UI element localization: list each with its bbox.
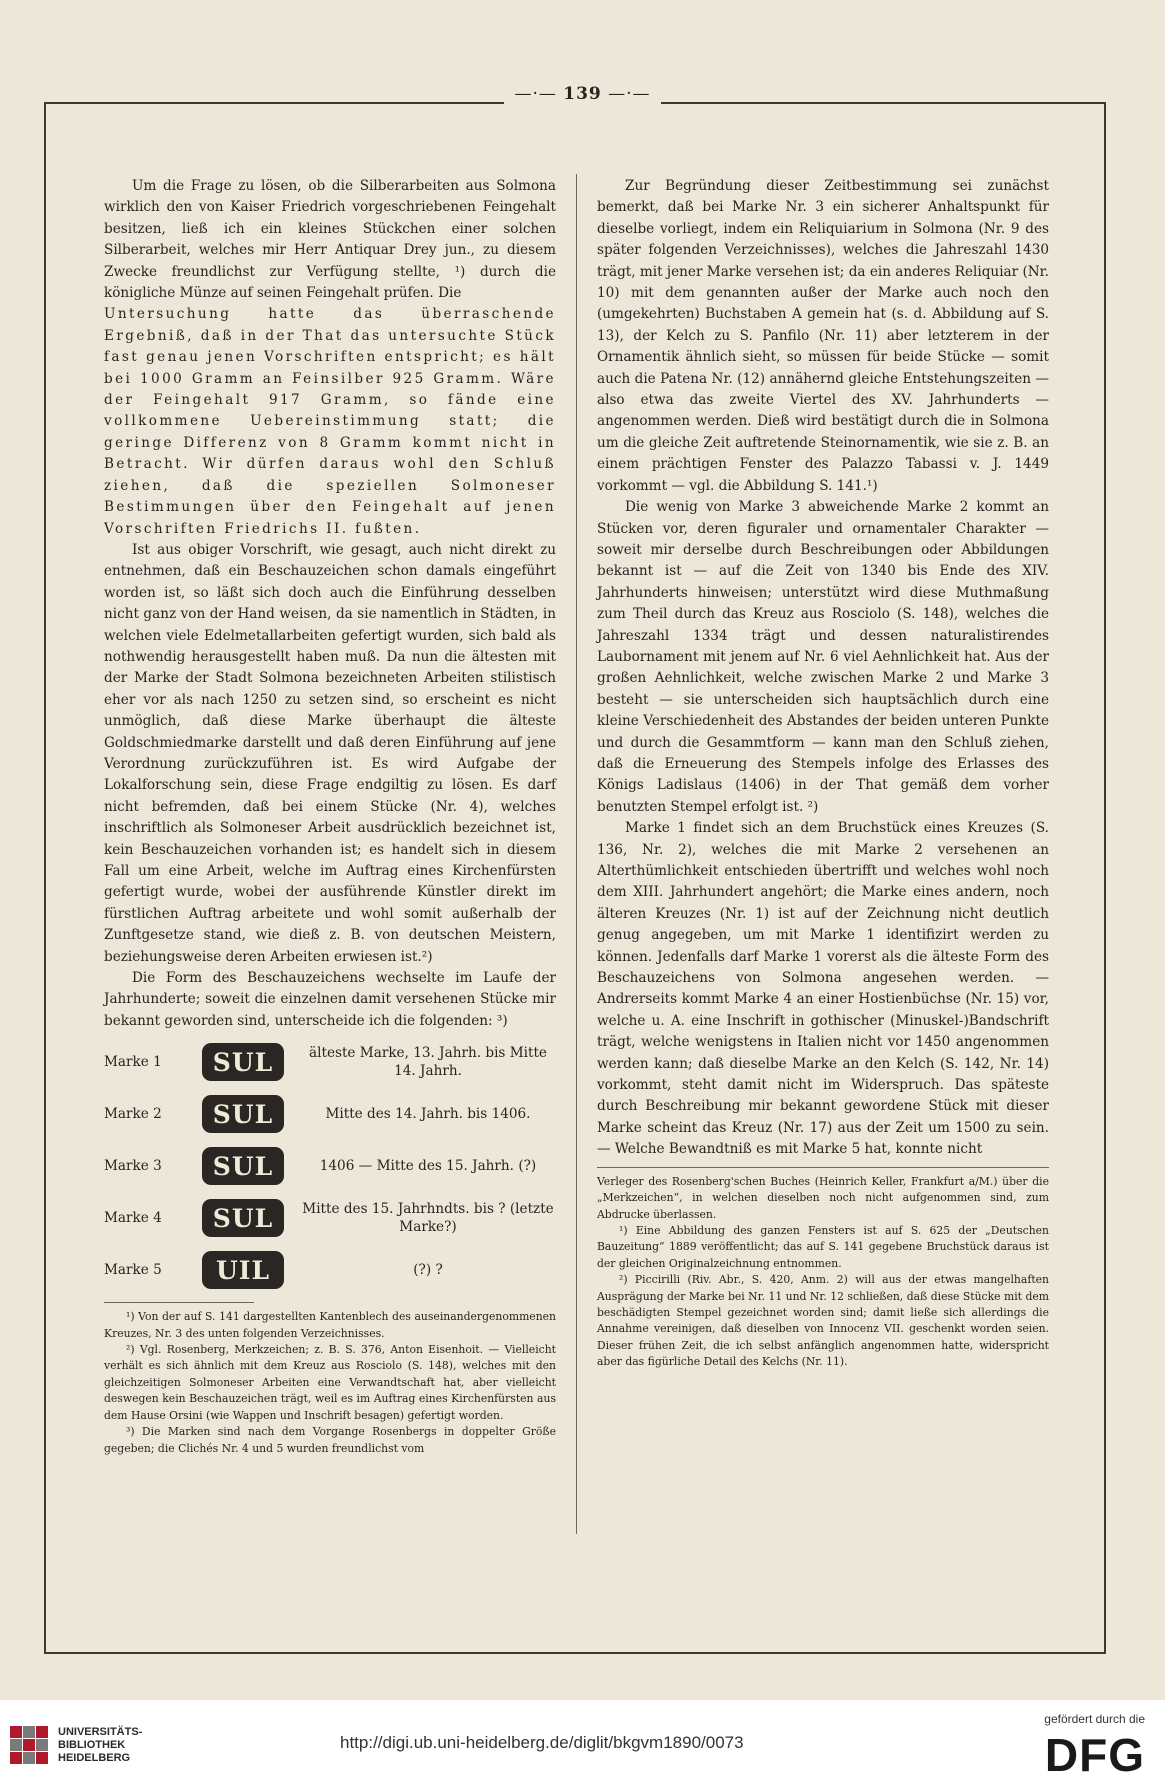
mark-description: älteste Marke, 13. Jahrh. bis Mitte 14. Jahrh. [309,1045,547,1080]
mark-stamp: UIL [202,1251,284,1289]
mark-stamp: SUL [202,1147,284,1185]
permalink-url[interactable]: http://digi.ub.uni-heidelberg.de/diglit/bkgvm1890/0073 [340,1733,744,1752]
marks-table [104,1036,556,1296]
viewer-footer [0,1700,1165,1788]
dfg-logo: DFG [1044,1729,1145,1781]
left-footnotes [104,1309,556,1457]
footnote: ³) Die Marken sind nach dem Vorgange Rosenbergs in doppelter Größe gegeben; die Clichés Nr. 4 und 5 wurden freundlichst vom [104,1425,556,1455]
library-logo-icon [8,1724,50,1766]
page-number: —·— 139 —·— [0,84,1165,104]
paragraph: Die wenig von Marke 3 abweichende Marke 2 kommt an Stücken vor, deren figuraler und ornamentaler Charakter — soweit mir derselbe durch Beschreibungen oder Abbildungen bekannt ist — auf die Zeit von 1340 bis Ende des XIV. Jahrhunderts hinweisen; unterstützt wird diese Muthmaßung zum Theil durch das Kreuz aus Rosciolo (S. 148), welches die Jahreszahl 1334 trägt und dessen naturalistirendes Laubornament mit jenem auf Nr. 6 viel Aehnlichkeit hat. Aus der großen Aehnlichkeit, welche zwischen Marke 2 und Marke 3 besteht — sie unterscheiden sich hauptsächlich durch eine kleine Verschiedenheit des Abstandes der beiden unteren Punkte und durch die Gesammtform — kann man den Schluß ziehen, daß die Erneuerung des Stempels infolge des Erlasses des Königs Ladislaus (1406) in der That gemäß dem vorher benutzten Stempel erfolgt ist. ²) [597,499,1049,815]
library-name: UNIVERSITÄTS- BIBLIOTHEK HEIDELBERG [58,1726,143,1764]
paragraph: Zur Begründung dieser Zeitbestimmung sei zunächst bemerkt, daß bei Marke Nr. 3 ein sicherer Anhaltspunkt für dieselbe vorliegt, indem ein Reliquiarium in Solmona (Nr. 9 des später folgenden Verzeichnisses), welches die Jahreszahl 1430 trägt, mit jener Marke versehen ist; da ein anderes Reliquiar (Nr. 10) mit dem genannten außer der Marke auch noch den (umgekehrten) Buchstaben A gemein hat (s. d. Abbildung auf S. 13), der Kelch zu S. Panfilo (Nr. 11) aber letzterem in der Ornamentik ähnlich sieht, so müssen für beide Stücke — somit auch die Patena Nr. (12) annähernd gleiche Entstehungszeiten — also etwa das zweite Viertel des XV. Jahrhunderts — angenommen werden. Dieß wird bestätigt durch die in Solmona um die gleiche Zeit auftretende Steinornamentik, wie sie z. B. an einem prächtigen Fenster des Palazzo Tabassi v. J. 1449 vorkommt — vgl. die Abbildung S. 141.¹) [597,178,1049,494]
paragraph: Die Form des Beschauzeichens wechselte im Laufe der Jahrhunderte; soweit die einzelnen damit versehenen Stücke mir bekannt geworden sind, unterscheide ich die folgenden: ³) [104,970,556,1029]
mark-stamp: SUL [202,1199,284,1237]
footnote: ¹) Von der auf S. 141 dargestellten Kantenblech des auseinandergenommenen Kreuzes, Nr. 3 des unten folgenden Verzeichnisses. [104,1310,556,1340]
mark-label: Marke 1 [104,1053,162,1070]
mark-label: Marke 3 [104,1157,162,1174]
paragraph: Marke 1 findet sich an dem Bruchstück eines Kreuzes (S. 136, Nr. 2), welches die mit Marke 2 versehenen an Alterthümlichkeit entschieden übertrifft und welches wohl noch dem XIII. Jahrhundert angehört; die Marke eines andern, noch älteren Kreuzes (Nr. 1) ist auf der Zeichnung nicht deutlich genug angegeben, um mit Marke 1 identifizirt werden zu können. Jedenfalls darf Marke 1 vorerst als die älteste Form des Beschauzeichens von Solmona angesehen werden. — Andrerseits kommt Marke 4 an einer Hostienbüchse (Nr. 15) vor, welche u. A. eine Inschrift in gothischer (Minuskel-)Bandschrift trägt, welche wenigstens in Italien nicht vor 1450 angenommen werden kann; daß dieselbe Marke an den Kelch (S. 142, Nr. 14) vorkommt, steht damit nicht im Widerspruch. Das späteste durch Beschreibung mir bekannt gewordene Stück mit dieser Marke scheint das Kreuz (Nr. 17) aus der Zeit um 1500 zu sein. — Welche Bewandtniß es mit Marke 5 hat, konnte nicht [597,820,1049,1158]
right-footnotes [597,1174,1049,1371]
footnote: ¹) Eine Abbildung des ganzen Fensters ist auf S. 625 der „Deutschen Bauzeitung“ 1889 veröffentlicht; das auf S. 141 gegebene Bruchstück daraus ist der gleichen Originalzeichnung entnommen. [597,1223,1049,1270]
mark-description: 1406 — Mitte des 15. Jahrh. (?) [319,1158,537,1175]
right-column [597,176,1049,1371]
mark-row [104,1192,556,1244]
mark-row [104,1244,556,1296]
paragraph: Um die Frage zu lösen, ob die Silberarbeiten aus Solmona wirklich den von Kaiser Friedrich vorgeschriebenen Feingehalt besitzen, ließ ich ein kleines Stückchen einer solchen Silberarbeit, welches mir Herr Antiquar Drey jun., zu diesem Zwecke freundlichst zur Verfügung stellte, ¹) durch die königliche Münze auf seinen Feingehalt prüfen. Die [104,178,556,302]
mark-row [104,1140,556,1192]
footnote-rule [597,1167,1049,1168]
mark-description: Mitte des 14. Jahrh. bis 1406. [325,1106,531,1123]
footnote-rule [104,1302,254,1303]
mark-row [104,1036,556,1088]
footnote: ²) Piccirilli (Riv. Abr., S. 420, Anm. 2) will aus der etwas mangelhaften Ausprägung der Marke bei Nr. 11 und Nr. 12 schließen, daß diese Stücke mit dem beschädigten Stempel gezeichnet worden sind; damit ließe sich allerdings die Annahme vereinigen, daß dieselben von Innocenz VII. geschenkt worden seien. Dieser frühen Zeit, die ich selbst anfänglich angenommen hatte, widerspricht aber das figürliche Detail des Kelchs (Nr. 11). [597,1273,1049,1369]
mark-stamp: SUL [202,1095,284,1133]
mark-label: Marke 5 [104,1261,162,1278]
paragraph: Ist aus obiger Vorschrift, wie gesagt, auch nicht direkt zu entnehmen, daß ein Beschauzeichen schon damals eingeführt worden ist, so läßt sich doch auch die Einführung desselben nicht ganz von der Hand weisen, da sie namentlich in Städten, in welchen viele Edelmetallarbeiten gefertigt wurden, sich bald als nothwendig herausgestellt haben muß. Da nun die ältesten mit der Marke der Stadt Solmona bezeichneten Arbeiten stilistisch eher vor als nach 1250 zu setzen sind, so erscheint es nicht unmöglich, daß diese Marke überhaupt die älteste Goldschmiedmarke darstellt und daß deren Einführung auf jene Verordnung zurückzuführen ist. Es wird Aufgabe der Lokalforschung sein, diese Frage endgiltig zu lösen. Es darf nicht befremden, daß bei einem Stücke (Nr. 4), welches inschriftlich als Solmoneser Arbeit ausdrücklich bezeichnet ist, kein Beschauzeichen vorhanden ist; es handelt sich in diesem Fall um eine Arbeit, welche im Auftrag eines Kirchenfürsten gefertigt wurde, wobei der ausführende Künstler direkt im fürstlichen Auftrag arbeitete und wohl somit außerhalb der Zunftgesetze stand, wie dieß z. B. von deutschen Meistern, beziehungsweise deren Arbeiten erwiesen ist.²) [104,541,556,965]
funder-caption: gefördert durch die [1044,1712,1145,1726]
mark-label: Marke 2 [104,1105,162,1122]
footnote: ²) Vgl. Rosenberg, Merkzeichen; z. B. S. 376, Anton Eisenhoit. — Vielleicht verhält es sich ähnlich mit dem Kreuz aus Rosciolo (S. 148), welches mit den gleichzeitigen Solmoneser Arbeiten eine Verwandtschaft hat, aber vielleicht deswegen kein Beschauzeichen trägt, weil es im Auftrag eines Kirchenfürsten aus dem Hause Orsini (wie Wappen und Inschrift besagen) gefertigt worden. [104,1343,556,1422]
mark-description: Mitte des 15. Jahrhndts. bis ? (letzte Marke?) [302,1201,554,1236]
mark-stamp: SUL [202,1043,284,1081]
mark-label: Marke 4 [104,1209,162,1226]
mark-description: (?) ? [413,1262,443,1279]
mark-row [104,1088,556,1140]
left-column [104,176,556,1457]
column-divider [576,174,577,1534]
paragraph: Untersuchung hatte das überraschende Ergebniß, daß in der That das untersuchte Stück fast genau jenen Vorschriften entspricht; es hält bei 1000 Gramm an Feinsilber 925 Gramm. Wäre der Feingehalt 917 Gramm, so fände eine vollkommene Uebereinstimmung statt; die geringe Differenz von 8 Gramm kommt nicht in Betracht. Wir dürfen daraus wohl den Schluß ziehen, daß die speziellen Solmoneser Bestimmungen über den Feingehalt auf jenen Vorschriften Friedrichs II. fußten. [104,306,556,537]
footnote: Verleger des Rosenberg'schen Buches (Heinrich Keller, Frankfurt a/M.) über die „Merkzeichen“, in welchen dieselben noch nicht aufgenommen sind, zum Abdrucke überlassen. [597,1174,1049,1221]
